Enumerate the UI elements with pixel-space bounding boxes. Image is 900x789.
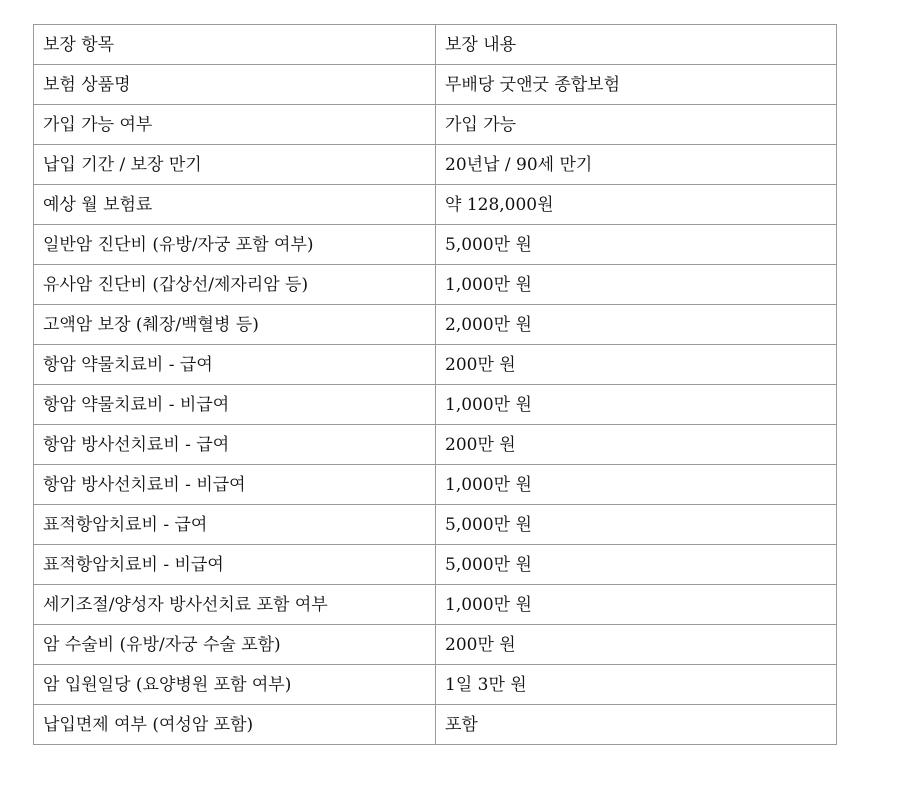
coverage-item-cell: 항암 방사선치료비 - 비급여 [34, 465, 436, 505]
coverage-table [33, 24, 837, 745]
table-row [34, 305, 837, 345]
coverage-item-cell: 세기조절/양성자 방사선치료 포함 여부 [34, 585, 436, 625]
table-row [34, 585, 837, 625]
table-row [34, 145, 837, 185]
coverage-item-cell: 예상 월 보험료 [34, 185, 436, 225]
table-row [34, 385, 837, 425]
coverage-item-cell: 납입 기간 / 보장 만기 [34, 145, 436, 185]
table-row [34, 265, 837, 305]
coverage-item-cell: 보험 상품명 [34, 65, 436, 105]
coverage-item-cell: 암 입원일당 (요양병원 포함 여부) [34, 665, 436, 705]
coverage-item-cell: 표적항암치료비 - 비급여 [34, 545, 436, 585]
table-header-row [34, 25, 837, 65]
coverage-item-cell: 유사암 진단비 (갑상선/제자리암 등) [34, 265, 436, 305]
coverage-item-cell: 암 수술비 (유방/자궁 수술 포함) [34, 625, 436, 665]
coverage-content-cell: 1일 3만 원 [436, 665, 837, 705]
coverage-content-cell: 1,000만 원 [436, 585, 837, 625]
coverage-item-cell: 표적항암치료비 - 급여 [34, 505, 436, 545]
header-cell-content: 보장 내용 [436, 25, 837, 65]
table-row [34, 705, 837, 745]
coverage-content-cell: 20년납 / 90세 만기 [436, 145, 837, 185]
table-row [34, 105, 837, 145]
coverage-content-cell: 1,000만 원 [436, 465, 837, 505]
table-row [34, 65, 837, 105]
coverage-content-cell: 5,000만 원 [436, 225, 837, 265]
coverage-content-cell: 무배당 굿앤굿 종합보험 [436, 65, 837, 105]
coverage-item-cell: 항암 약물치료비 - 비급여 [34, 385, 436, 425]
coverage-content-cell: 가입 가능 [436, 105, 837, 145]
table-row [34, 425, 837, 465]
coverage-content-cell: 200만 원 [436, 625, 837, 665]
header-cell-item: 보장 항목 [34, 25, 436, 65]
table-row [34, 185, 837, 225]
table-row [34, 345, 837, 385]
table-row [34, 465, 837, 505]
coverage-content-cell: 5,000만 원 [436, 505, 837, 545]
coverage-item-cell: 항암 약물치료비 - 급여 [34, 345, 436, 385]
coverage-content-cell: 1,000만 원 [436, 265, 837, 305]
table-row [34, 505, 837, 545]
coverage-table-container [33, 24, 836, 745]
coverage-item-cell: 가입 가능 여부 [34, 105, 436, 145]
coverage-item-cell: 일반암 진단비 (유방/자궁 포함 여부) [34, 225, 436, 265]
coverage-item-cell: 납입면제 여부 (여성암 포함) [34, 705, 436, 745]
coverage-table-body [34, 25, 837, 745]
table-row [34, 625, 837, 665]
coverage-content-cell: 200만 원 [436, 345, 837, 385]
table-row [34, 545, 837, 585]
coverage-content-cell: 200만 원 [436, 425, 837, 465]
table-row [34, 665, 837, 705]
coverage-item-cell: 항암 방사선치료비 - 급여 [34, 425, 436, 465]
coverage-content-cell: 포함 [436, 705, 837, 745]
coverage-content-cell: 5,000만 원 [436, 545, 837, 585]
coverage-item-cell: 고액암 보장 (췌장/백혈병 등) [34, 305, 436, 345]
coverage-content-cell: 2,000만 원 [436, 305, 837, 345]
coverage-content-cell: 1,000만 원 [436, 385, 837, 425]
coverage-content-cell: 약 128,000원 [436, 185, 837, 225]
table-row [34, 225, 837, 265]
